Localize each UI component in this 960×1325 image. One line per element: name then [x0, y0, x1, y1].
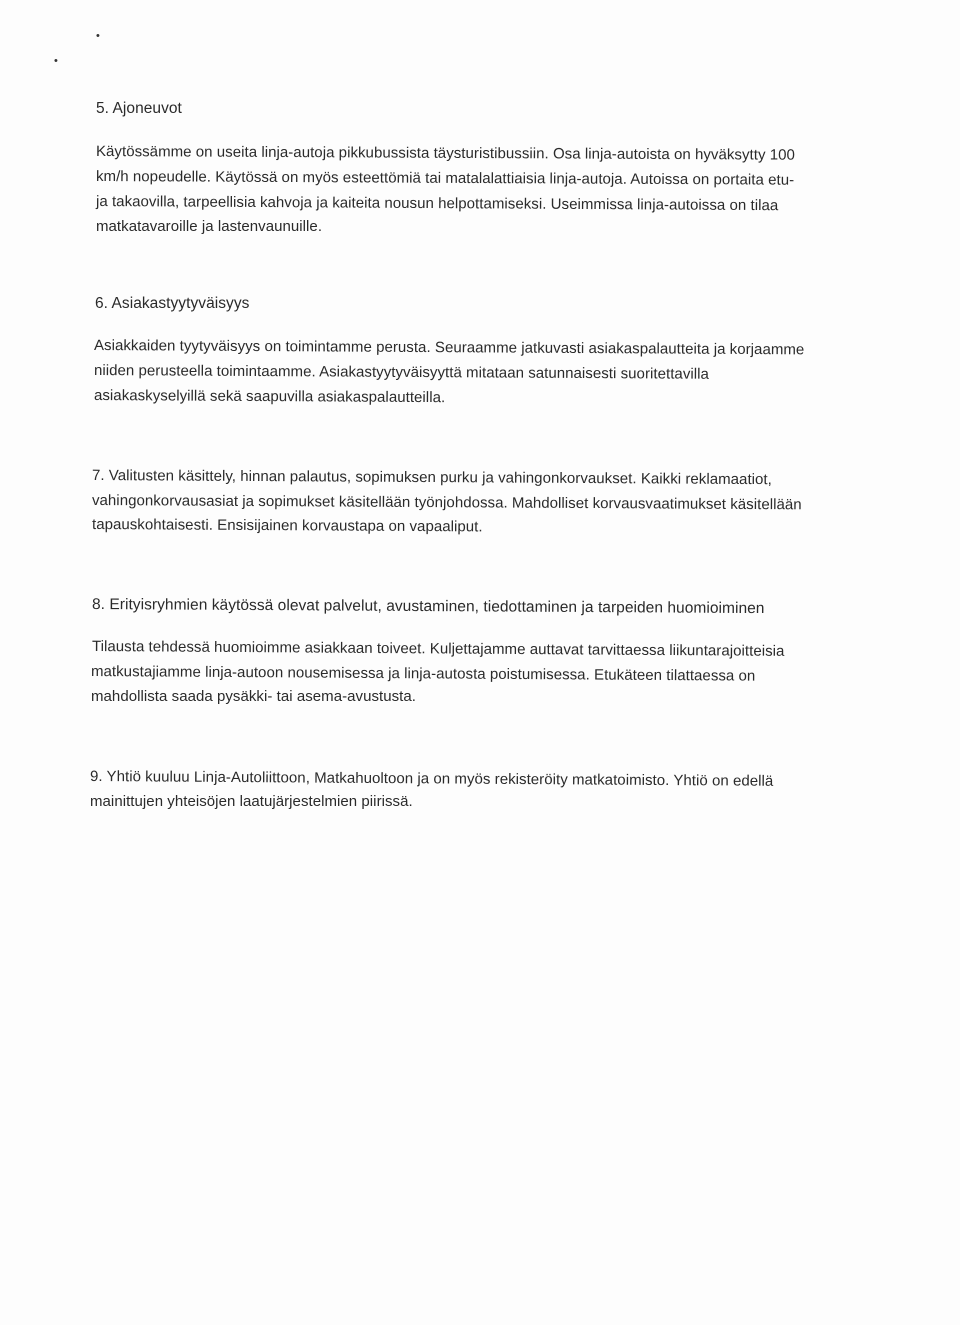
paragraph-line: 7. Valitusten käsittely, hinnan palautus, sopimuksen purku ja vahingonkorvaukset. Kaikki reklamaatiot,	[91, 467, 772, 489]
paragraph-line: asiakaskyselyillä sekä saapuvilla asiakaspalautteilla.	[93, 387, 446, 407]
paragraph-line: tapauskohtaisesti. Ensisijainen korvaustapa on vapaaliput.	[91, 516, 483, 536]
section-heading: 6. Asiakastyytyväisyys	[95, 295, 250, 312]
paragraph-line: Asiakkaiden tyytyväisyys on toimintamme perusta. Seuraamme jatkuvasti asiakaspalautteita ja korjaamme	[93, 337, 805, 359]
section-heading: 5. Ajoneuvot	[96, 100, 182, 117]
paragraph-line: niiden perusteella toimintaamme. Asiakastyytyväisyyttä mitataan satunnaisesti suoritettavilla	[93, 362, 709, 383]
scan-speck: •	[96, 30, 100, 42]
paragraph-line: Tilausta tehdessä huomioimme asiakkaan toiveet. Kuljettajamme auttavat tarvittaessa liikuntarajoitteisia	[91, 638, 785, 660]
section-heading: 8. Erityisryhmien käytössä olevat palvelut, avustaminen, tiedottaminen ja tarpeiden huomioiminen	[91, 596, 765, 618]
scan-speck: •	[54, 55, 58, 67]
paragraph-line: mainittujen yhteisöjen laatujärjestelmien piirissä.	[90, 793, 413, 810]
paragraph-line: Käytössämme on useita linja-autoja pikkubussista täysturistibussiin. Osa linja-autoista on hyväksytty 100	[95, 143, 795, 164]
paragraph-line: vahingonkorvausasiat ja sopimukset käsitellään työnjohdossa. Mahdolliset korvausvaatimukset käsitellään	[91, 492, 802, 514]
paragraph-line: km/h nopeudelle. Käytössä on myös esteettömiä tai matalalattiaisia linja-autoja. Autoissa on portaita etu-	[95, 168, 795, 189]
paragraph-line: matkatavaroille ja lastenvaunuille.	[96, 218, 323, 235]
paragraph-line: ja takaovilla, tarpeellisia kahvoja ja kaiteita nousun helpottamiseksi. Useimmissa linja-autoissa on tilaa	[95, 193, 779, 215]
paragraph-line: matkustajiamme linja-autoon nousemisessa ja linja-autosta poistumisessa. Etukäteen tilattaessa on	[90, 663, 756, 685]
paragraph-line: mahdollista saada pysäkki- tai asema-avustusta.	[91, 688, 417, 705]
paragraph-line: 9. Yhtiö kuuluu Linja-Autoliittoon, Matkahuoltoon ja on myös rekisteröity matkatoimisto. Yhtiö on edellä	[89, 768, 774, 790]
